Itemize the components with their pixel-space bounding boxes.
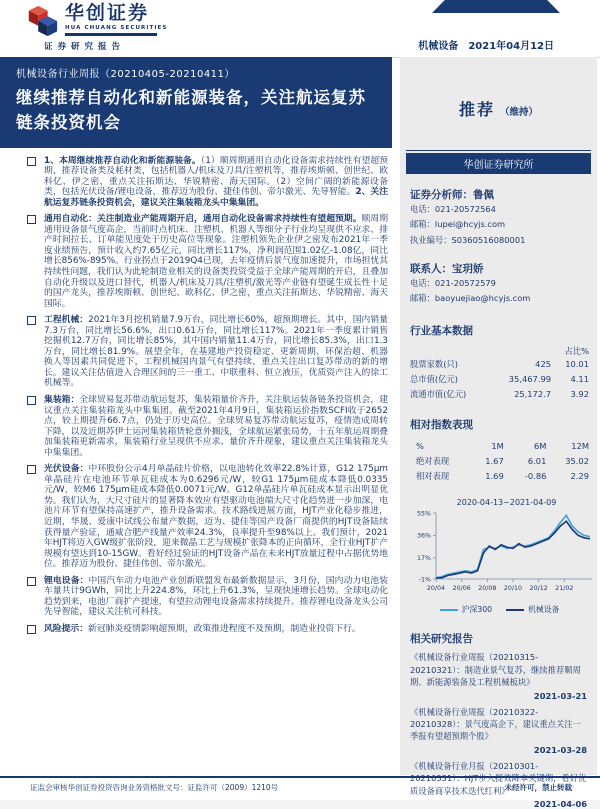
report-series-label: 证券研究报告 [44, 42, 126, 52]
rating-badge [400, 97, 597, 120]
series-line [436, 522, 590, 579]
chart-title: 2020-04-13~2021-04-09 [456, 498, 557, 508]
industry-trend-chart [410, 507, 596, 599]
bullet-text: 风险提示：新冠肺炎疫情影响超预期，政策推进程度不及预期，制造业投资下行。 [44, 623, 361, 634]
summary-bullet-list [0, 148, 392, 635]
contact-heading: 联系人：宝玥娇 [410, 263, 484, 276]
legend-item: 机械设备 [506, 604, 559, 615]
brand-name: 华创证券 [65, 2, 150, 24]
report-subtitle: 机械设备行业周报（20210405-20210411） [16, 69, 235, 80]
legend-line-swatch [506, 609, 524, 611]
bullet-square-icon [27, 465, 36, 474]
report-item[interactable] [410, 651, 589, 700]
performance-row: 绝对表现 1.67 6.01 35.02 [416, 456, 589, 467]
bullet-item [27, 315, 388, 389]
industry-data-table [410, 357, 589, 402]
related-reports-title: 相关研究报告 [410, 633, 473, 646]
industry-data-col-header: 占比% [564, 345, 589, 356]
industry-data-title: 行业基本数据 [410, 324, 473, 337]
svg-text:20/06: 20/06 [452, 585, 471, 593]
report-item-date: 2021-03-28 [533, 744, 587, 755]
bullet-text: 锂电设备：中国汽车动力电池产业创新联盟发布最新数据显示，3月份，国内动力电池装车量共计9GWh，同比上升224.8%，环比上升61.3%，呈现快速增长趋势。全球电动化趋势到来，电池厂商扩产提速，有望拉动锂电设备需求持续提升。推荐锂电设备龙头公司先导智能，建议关注杭可科技。 [44, 575, 388, 618]
institute-bar-wrap [406, 150, 591, 174]
industry-data-row: 总市值(亿元) 35,467.99 4.11 [410, 373, 589, 384]
bullet-item [27, 395, 388, 458]
contact-line: 邮箱：lupei@hcyjs.com [410, 219, 506, 230]
series-line [436, 516, 590, 578]
title-block [0, 57, 392, 148]
svg-text:55%: 55% [417, 510, 431, 518]
performance-table [410, 454, 589, 484]
logo-text [65, 4, 167, 36]
report-item-date: 2021-03-21 [533, 690, 587, 701]
industry-data-row: 股票家数(只) 425 10.01 [410, 358, 589, 369]
contact-line: 邮箱：baoyuejiao@hcyjs.com [410, 293, 531, 304]
report-item-title[interactable]: 《机械设备行业周报（20210322-20210328）：景气度高企下，建议重点关注一季报有望超预期个股》 [410, 706, 581, 742]
report-item[interactable] [410, 706, 589, 755]
bullet-text: 通用自动化：关注制造业产能周期开启，通用自动化设备需求持续性有望超预期。顺周期通用设备景气度高企，当前时点机床、注塑机、机器人等细分子行业均呈现供不应求、排产时间拉长、订单能见度处于历史高位等现象。注塑机领先企业伊之密发布2021年一季度业绩预告，预计收入约7.65亿元，同比增长117%，净利润范围1.02亿-1.08亿，同比增长856%-895%。行业拐点于2019Q4已现，去年疫情后景气度加速提升，市场担忧其持续性问题，我们认为此轮制造业相关的设备类投资受益于全球产能周期的开启，且叠加自动化升级以及进口替代，机器人/机床及刀具/注塑机/激光等产业链有望诞生成长性十足的国产龙头，推荐埃斯顿、创世纪、欧科亿、伊之密，重点关注拓斯达、华锐精密、海天国际。 [44, 214, 388, 309]
svg-text:21/02: 21/02 [555, 585, 574, 593]
footer-divider [0, 776, 600, 778]
bullet-text: 集装箱：全球贸易复苏带动航运复苏，集装箱量价齐升，关注航运装备链条投资机会，建议重点关注集装箱龙头中集集团。截至2021年4月9日，集装箱运价指数SCFI收于2652点，较上期提升66.7点，仍处于历史高位。全球贸易复苏带动航运复苏，疫情造成周转下降，以及近期苏伊士运河集装箱货轮意外搁浅，全球航运紧张局势，十五年航运周期叠加集装箱更新需求，集装箱行业呈现供不应求、量价齐升现象，建议重点关注集装箱龙头中集集团。 [44, 394, 388, 458]
rating-status: （维持） [500, 107, 539, 118]
brand-name-en: HUA CHUANG SECURITIES [65, 24, 168, 31]
page-title: 继续推荐自动化和新能源装备，关注航运复苏链条投资机会 [16, 88, 366, 132]
contact-contact-lines [410, 276, 589, 307]
bullet-square-icon [27, 157, 36, 166]
report-item-title[interactable]: 《机械设备行业月报（20210301-20210331）：HJT步入提效降本关键期，看好优质设备商享技术迭代红利》 [410, 760, 587, 796]
footer-copyright-text: 未经许可，禁止转载 [504, 783, 572, 792]
bullet-text: 光伏设备：中环股份公示4月单晶硅片价格，以电池转化效率22.8%计算，G12 175μm单晶硅片在电池环节单瓦硅成本为0.6296元/W，较G1 175μm硅成本降低0.0335元/W，较M6 175μm硅成本降低0.0071元/W。G12单晶硅片单瓦硅成本显示出明显优势。我们认为，大尺寸硅片的显著降本效应有望驱动电池端大尺寸化趋势进一步加深，电池片环节有望保持高速扩产，推升设备需求。技术路线进展方面，HJT产业化稳步推进，近期，华晟、爱康中试线公布量产数据，迈为、捷佳等国产设备厂商提供的HJT设备陆续获得量产验证，通威合肥产线量产效率24.3%，良率提升至98%以上。我们预计，2021年HJT将迈入GW级扩张阶段，迎来微晶工艺与规模扩张降本的正向循环，全行业HJT扩产规模有望达到10-15GW。看好经过验证的HJT设备产品在未来HJT放量过程中占据优势地位。推荐迈为股份、捷佳伟创、帝尔激光。 [44, 464, 388, 570]
industry-date-line [418, 37, 554, 52]
company-logo [24, 4, 167, 38]
svg-text:17%: 17% [417, 555, 431, 563]
performance-row: 相对表现 1.69 -0.86 2.29 [416, 471, 589, 482]
bullet-item [27, 156, 388, 209]
svg-text:20/10: 20/10 [503, 585, 523, 593]
bullet-item [27, 624, 388, 635]
svg-text:36%: 36% [417, 532, 431, 540]
institute-name: 华创证券研究所 [406, 153, 591, 174]
svg-text:20/04: 20/04 [426, 585, 446, 593]
page-header [0, 0, 600, 58]
logo-cubes-icon [24, 4, 60, 38]
top-banner-icon [432, 0, 560, 13]
analyst-contact-lines [410, 202, 589, 248]
industry-label: 机械设备 [418, 41, 459, 52]
industry-data-row: 流通市值(亿元) 25,172.7 3.92 [410, 388, 589, 399]
report-item-date: 2021-04-06 [533, 799, 587, 809]
contact-line: 电话：021-20572564 [410, 204, 496, 214]
svg-text:20/12: 20/12 [529, 585, 548, 593]
svg-text:20/08: 20/08 [478, 585, 497, 593]
bullet-text: 工程机械：2021年3月挖机销量7.9万台，同比增长60%，超预期增长。其中，国内销量7.3万台，同比增长56.6%，出口0.61万台，同比增长117%。2021年一季度累计销售挖掘机12.7万台，同比增长85%，其中国内销量11.4万台，同比增长85.3%，出口1.3万台，同比增长81.9%。展望全年，在基建地产投资稳定、更新周期、环保治超、机器换人等因素共同促进下，工程机械国内景气有望持续，重点关注出口复苏带动的新的增长。建议关注估值进入合理区间的三一重工、中联重科、恒立液压，优质资产注入的徐工机械等。 [44, 315, 388, 389]
bullet-square-icon [27, 577, 36, 586]
sidebar-content [400, 187, 597, 809]
bullet-item [27, 214, 388, 309]
bullet-square-icon [27, 316, 36, 325]
bullet-item [27, 576, 388, 618]
brand-underline [65, 33, 157, 36]
performance-table-header: % 1M 6M 12M [416, 441, 589, 452]
bullet-square-icon [27, 396, 36, 405]
bullet-square-icon [27, 215, 36, 224]
rating-value: 推荐 [458, 100, 495, 119]
svg-text:-1%: -1% [418, 576, 431, 584]
performance-title: 相对指数表现 [410, 419, 473, 432]
analyst-heading: 证券分析师：鲁佩 [410, 189, 494, 201]
legend-line-swatch [440, 609, 458, 611]
legend-item: 沪深300 [440, 604, 492, 615]
report-item-title[interactable]: 《机械设备行业周报（20210315-20210321）：制造业景气复苏，继续推荐顺周期、新能源装备及工程机械板块》 [410, 652, 581, 688]
bullet-item [27, 464, 388, 569]
report-date: 2021年04月12日 [468, 41, 554, 52]
contact-line: 执业编号：S0360516080001 [410, 234, 526, 245]
main-column [0, 57, 392, 640]
chart-legend [410, 604, 589, 615]
footer-license-text: 证监会审核华创证券投资咨询业务资格批文号：证监许可（2009）1210号 [30, 783, 279, 792]
contact-line: 电话：021-20572579 [410, 278, 496, 289]
trend-chart-box [410, 498, 589, 615]
bullet-square-icon [27, 625, 36, 634]
bullet-text: 1、本周继续推荐自动化和新能源装备。（1）顺周期通用自动化设备需求持续性有望超预期，推荐设备类及耗材类，包括机器人/机床及刀具/注塑机等，推荐埃斯顿、创世纪、欧科亿、伊之密，重点关注拓斯达、华锐精密、海天国际。（2）空间广阔的新能源设备类，包括光伏设备/锂电设备，推荐迈为股份、捷佳伟创、帝尔激光、先导智能。2、关注航运复苏链条投资机会，建议关注集装箱龙头中集集团。 [44, 155, 389, 208]
